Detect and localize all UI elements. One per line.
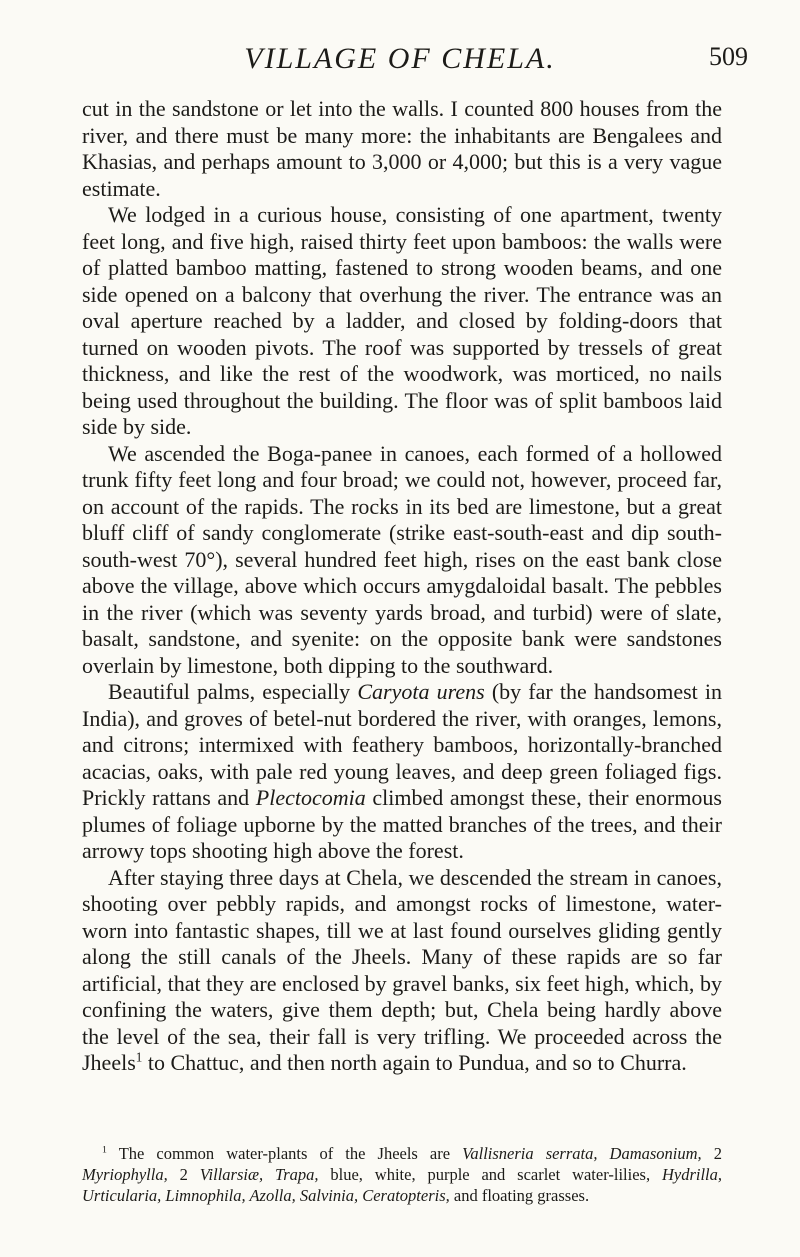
paragraph-5-text: After staying three days at Chela, we descended the stream in canoes, shooting over pebbly rapids, and amongst rocks of limestone, water-worn into fantastic shapes, till we at last found ourselves gliding gently along the still canals of the Jheels. Many of these rapids are so far artificial, that they are enclosed by gravel banks, six feet high, which, by confining the waters, give them depth; but, Chela being hardly above the level of the sea, their fall is very trifling. We proceeded across the Jheels: [82, 864, 722, 1075]
footnote-segment: 2: [701, 1144, 722, 1163]
footnote-species: Hydrilla, Urticularia, Limnophila, Azolla, Salvinia, Ceratopteris,: [82, 1165, 722, 1205]
paragraph-4: [82, 679, 722, 865]
footnote-segment: and floating grasses.: [449, 1186, 590, 1205]
footnote-segment: The common water-plants of the Jheels are: [106, 1144, 463, 1163]
footnote-segment: blue, white, purple and scarlet water-lilies,: [318, 1165, 662, 1184]
footnote-species: Myriophylla,: [82, 1165, 168, 1184]
paragraph-1: cut in the sandstone or let into the walls. I counted 800 houses from the river, and there must be many more: the inhabitants are Bengalees and Khasias, and perhaps amount to 3,000 or 4,000; but this is a very vague estimate.: [82, 96, 722, 201]
paragraph-4-text: Beautiful palms, especially: [108, 679, 358, 704]
footnote-species: Villarsiæ, Trapa,: [199, 1165, 319, 1184]
running-title: VILLAGE OF CHELA.: [244, 42, 556, 75]
genus-name-plectocomia: Plectocomia: [255, 785, 366, 810]
paragraph-5-text: to Chattuc, and then north again to Pundua, and so to Churra.: [142, 1050, 687, 1075]
paragraph-4-text: climbed amongst these, their enormous plumes of foliage upborne by the matted branches of the trees, and their arrowy tops shooting high above the forest.: [82, 785, 722, 863]
footnote-segment: 2: [167, 1165, 200, 1184]
paragraph-2: We lodged in a curious house, consisting of one apartment, twenty feet long, and five high, raised thirty feet upon bamboos: the walls were of platted bamboo matting, fastened to strong wooden beams, and one side opened on a balcony that overhung the river. The entrance was an oval aperture reached by a ladder, and closed by folding-doors that turned on wooden pivots. The roof was supported by tressels of great thickness, and like the rest of the woodwork, was morticed, no nails being used throughout the building. The floor was of split bamboos laid side by side.: [82, 202, 722, 439]
species-name-caryota: Caryota urens: [357, 679, 485, 704]
body-text: [82, 96, 722, 1077]
page-number: 509: [709, 42, 748, 71]
footnote-text: [82, 1143, 722, 1206]
paragraph-5: [82, 865, 722, 1077]
paragraph-3: We ascended the Boga-panee in canoes, each formed of a hollowed trunk fifty feet long and four broad; we could not, however, proceed far, on account of the rapids. The rocks in its bed are limestone, but a great bluff cliff of sandy conglomerate (strike east-south-east and dip south-south-west 70°), several hundred feet high, rises on the east bank close above the village, above which occurs amygdaloidal basalt. The pebbles in the river (which was seventy yards broad, and turbid) were of slate, basalt, sandstone, and syenite: on the opposite bank were sandstones overlain by limestone, both dipping to the southward.: [82, 440, 722, 678]
footnote-mark: 1: [102, 1144, 107, 1156]
footnote: [82, 1143, 722, 1206]
paragraph-4-text: (by far the handsomest in India), and groves of betel-nut bordered the river, with oranges, lemons, and citrons; intermixed with feathery bamboos, horizontally-branched acacias, oaks, with pale red young leaves, and deep green foliaged figs. Prickly rattans and: [82, 679, 723, 810]
footnote-species: Vallisneria serrata, Damasonium,: [462, 1144, 702, 1163]
footnote-reference: 1: [135, 1049, 143, 1065]
running-head: [0, 38, 800, 78]
